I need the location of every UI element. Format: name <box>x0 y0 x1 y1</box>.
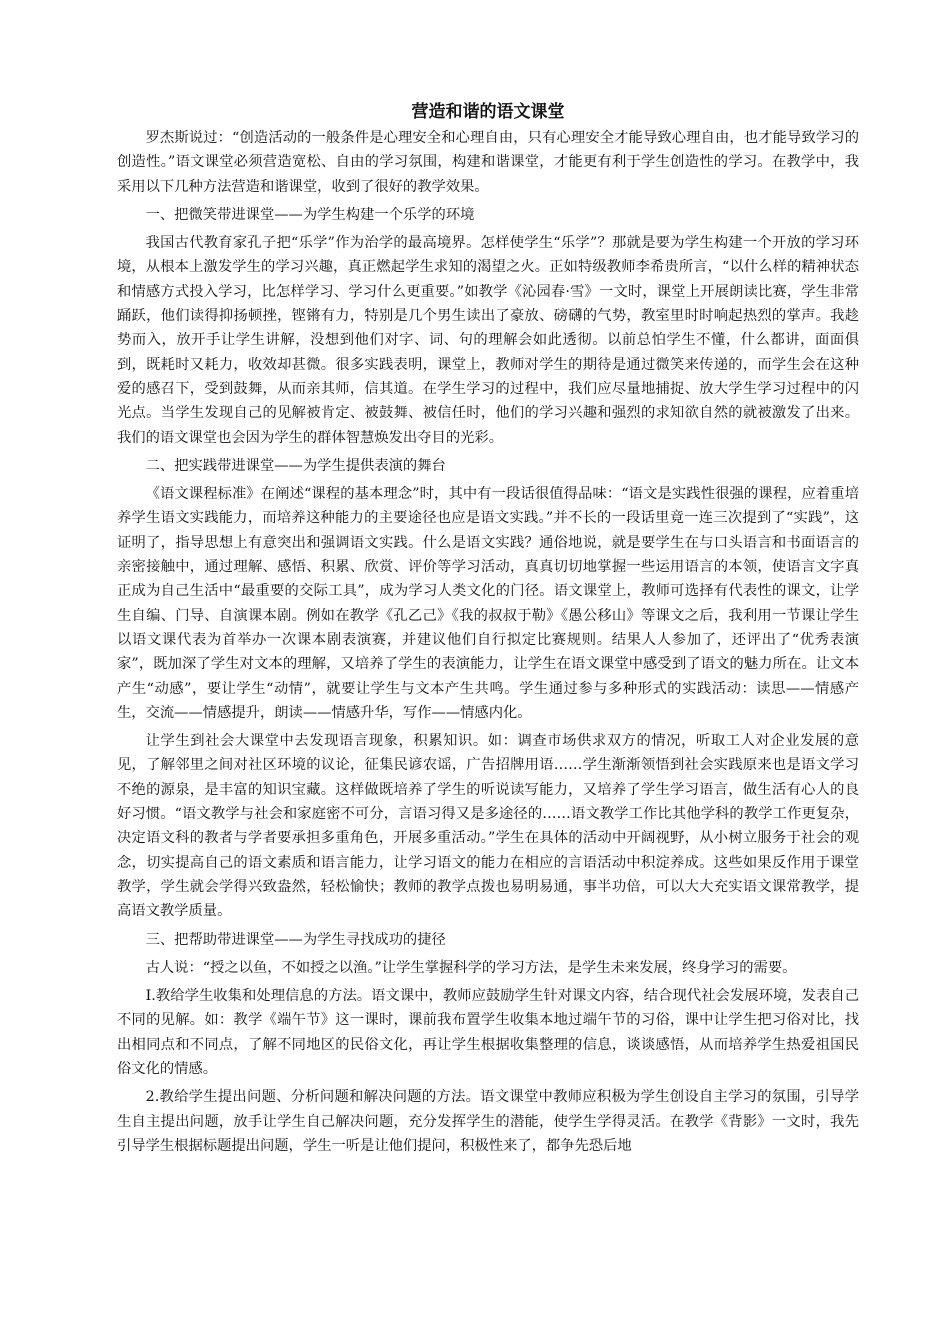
paragraph-section-1: 我国古代教育家孔子把“乐学”作为治学的最高境界。怎样使学生“乐学”？那就是要为学生构建一个开放的学习环境，从根本上激发学生的学习兴趣，真正燃起学生求知的渴望之火。正如特级教师李希贵所言，“以什么样的精神状态和情感方式投入学习，比怎样学习、学习什么更重要。”如教学《沁园春·雪》一文时，课堂上开展朗读比赛，学生非常踊跃，他们读得抑扬顿挫，铿锵有力，特别是几个男生读出了豪放、磅礴的气势，教室里时时响起热烈的掌声。我趁势而入，放开手让学生讲解，没想到他们对字、词、句的理解会如此透彻。以前总怕学生不懂，什么都讲，面面俱到，既耗时又耗力，收效却甚微。很多实践表明，课堂上，教师对学生的期待是通过微笑来传递的，而学生会在这种爱的感召下，受到鼓舞，从而亲其师，信其道。在学生学习的过程中，我们应尽量地捕捉、放大学生学习过程中的闪光点。当学生发现自己的见解被肯定、被鼓舞、被信任时，他们的学习兴趣和强烈的求知欲自然的就被激发了出来。我们的语文课堂也会因为学生的群体智慧焕发出夺目的光彩。 <box>117 235 859 446</box>
paragraph-intro: 罗杰斯说过：“创造活动的一般条件是心理安全和心理自由，只有心理安全才能导致心理自由，也才能导致学习的创造性。”语文课堂必须营造宽松、自由的学习氛围，构建和谐课堂，才能更有利于学生创造性的学习。在教学中，我采用以下几种方法营造和谐课堂，收到了很好的教学效果。 <box>117 130 859 195</box>
section-heading-1: 一、把微笑带进课堂——为学生构建一个乐学的环境 <box>145 206 475 223</box>
paragraph-method-2: 2.教给学生提出问题、分析问题和解决问题的方法。语文课堂中教师应积极为学生创设自主学习的氛围，引导学生自主提出问题，放手让学生自己解决问题，充分发挥学生的潜能，使学生学得灵活。在教学《背影》一文时，我先引导学生根据标题提出问题，学生一听是让他们提问，积极性来了，都争先恐后地 <box>117 1089 859 1154</box>
paragraph-section-3-intro: 古人说：“授之以鱼，不如授之以渔。”让学生掌握科学的学习方法，是学生未来发展，终身学习的需要。 <box>145 959 797 976</box>
paragraph-section-2a: 《语文课程标准》在阐述“课程的基本理念”时，其中有一段话很值得品味：“语文是实践性很强的课程，应着重培养学生语文实践能力，而培养这种能力的主要途径也应是语文实践。”并不长的一段话里竟一连三次提到了“实践”，这证明了，指导思想上有意突出和强调语文实践。什么是语文实践？通俗地说，就是要学生在与口头语言和书面语言的亲密接触中，通过理解、感悟、积累、欣赏、评价等学习活动，真真切切地掌握一些运用语言的本领，使语言文字真正成为自己生活中“最重要的交际工具”，成为学习人类文化的门径。语文课堂上，教师可选择有代表性的课文，让学生自编、门导、自演课本剧。例如在教学《孔乙己》《我的叔叔于勒》《愚公移山》等课文之后，我利用一节课让学生以语文课代表为首举办一次课本剧表演赛，并建议他们自行拟定比赛规则。结果人人参加了，还评出了“优秀表演家”，既加深了学生对文本的理解，又培养了学生的表演能力，让学生在语文课堂中感受到了语文的魅力所在。让文本产生“动感”，要让学生“动情”，就要让学生与文本产生共鸣。学生通过参与多种形式的实践活动：读思——情感产生，交流——情感提升，朗读——情感升华，写作——情感内化。 <box>117 486 859 721</box>
section-heading-2: 二、把实践带进课堂——为学生提供表演的舞台 <box>145 457 446 474</box>
paragraph-method-1: Ⅰ.教给学生收集和处理信息的方法。语文课中，教师应鼓励学生针对课文内容，结合现代社会发展环境，发表自己不同的见解。如：教学《端午节》这一课时，课前我布置学生收集本地过端午节的习俗，课中让学生把习俗对比，找出相同点和不同点，了解不同地区的民俗文化，再让学生根据收集整理的信息，谈谈感悟，从而培养学生热爱祖国民俗文化的情感。 <box>117 988 859 1077</box>
section-heading-3: 三、把帮助带进课堂——为学生寻找成功的捷径 <box>145 931 446 948</box>
document-page <box>117 100 859 1162</box>
paragraph-section-2b: 让学生到社会大课堂中去发现语言现象，积累知识。如：调查市场供求双方的情况，听取工人对企业发展的意见，了解邻里之间对社区环境的议论，征集民谚农谣，广告招牌用语……学生渐渐领悟到社会实践原来也是语文学习不绝的源泉，是丰富的知识宝藏。这样做既培养了学生的听说读写能力，又培养了学生学习语言，做生活有心人的良好习惯。“语文教学与社会和家庭密不可分，言语习得又是多途径的……语文教学工作比其他学科的教学工作更复杂，决定语文科的教者与学者要承担多重角色，开展多重活动。”学生在具体的活动中开阔视野，从小树立服务于社会的观念，切实提高自己的语文素质和语言能力，让学习语文的能力在相应的言语活动中积淀养成。这些如果反作用于课堂教学，学生就会学得兴致盎然，轻松愉快；教师的教学点拨也易明易通，事半功倍，可以大大充实语文课常教学，提高语文教学质量。 <box>117 733 859 920</box>
document-title: 营造和谐的语文课堂 <box>411 102 565 122</box>
